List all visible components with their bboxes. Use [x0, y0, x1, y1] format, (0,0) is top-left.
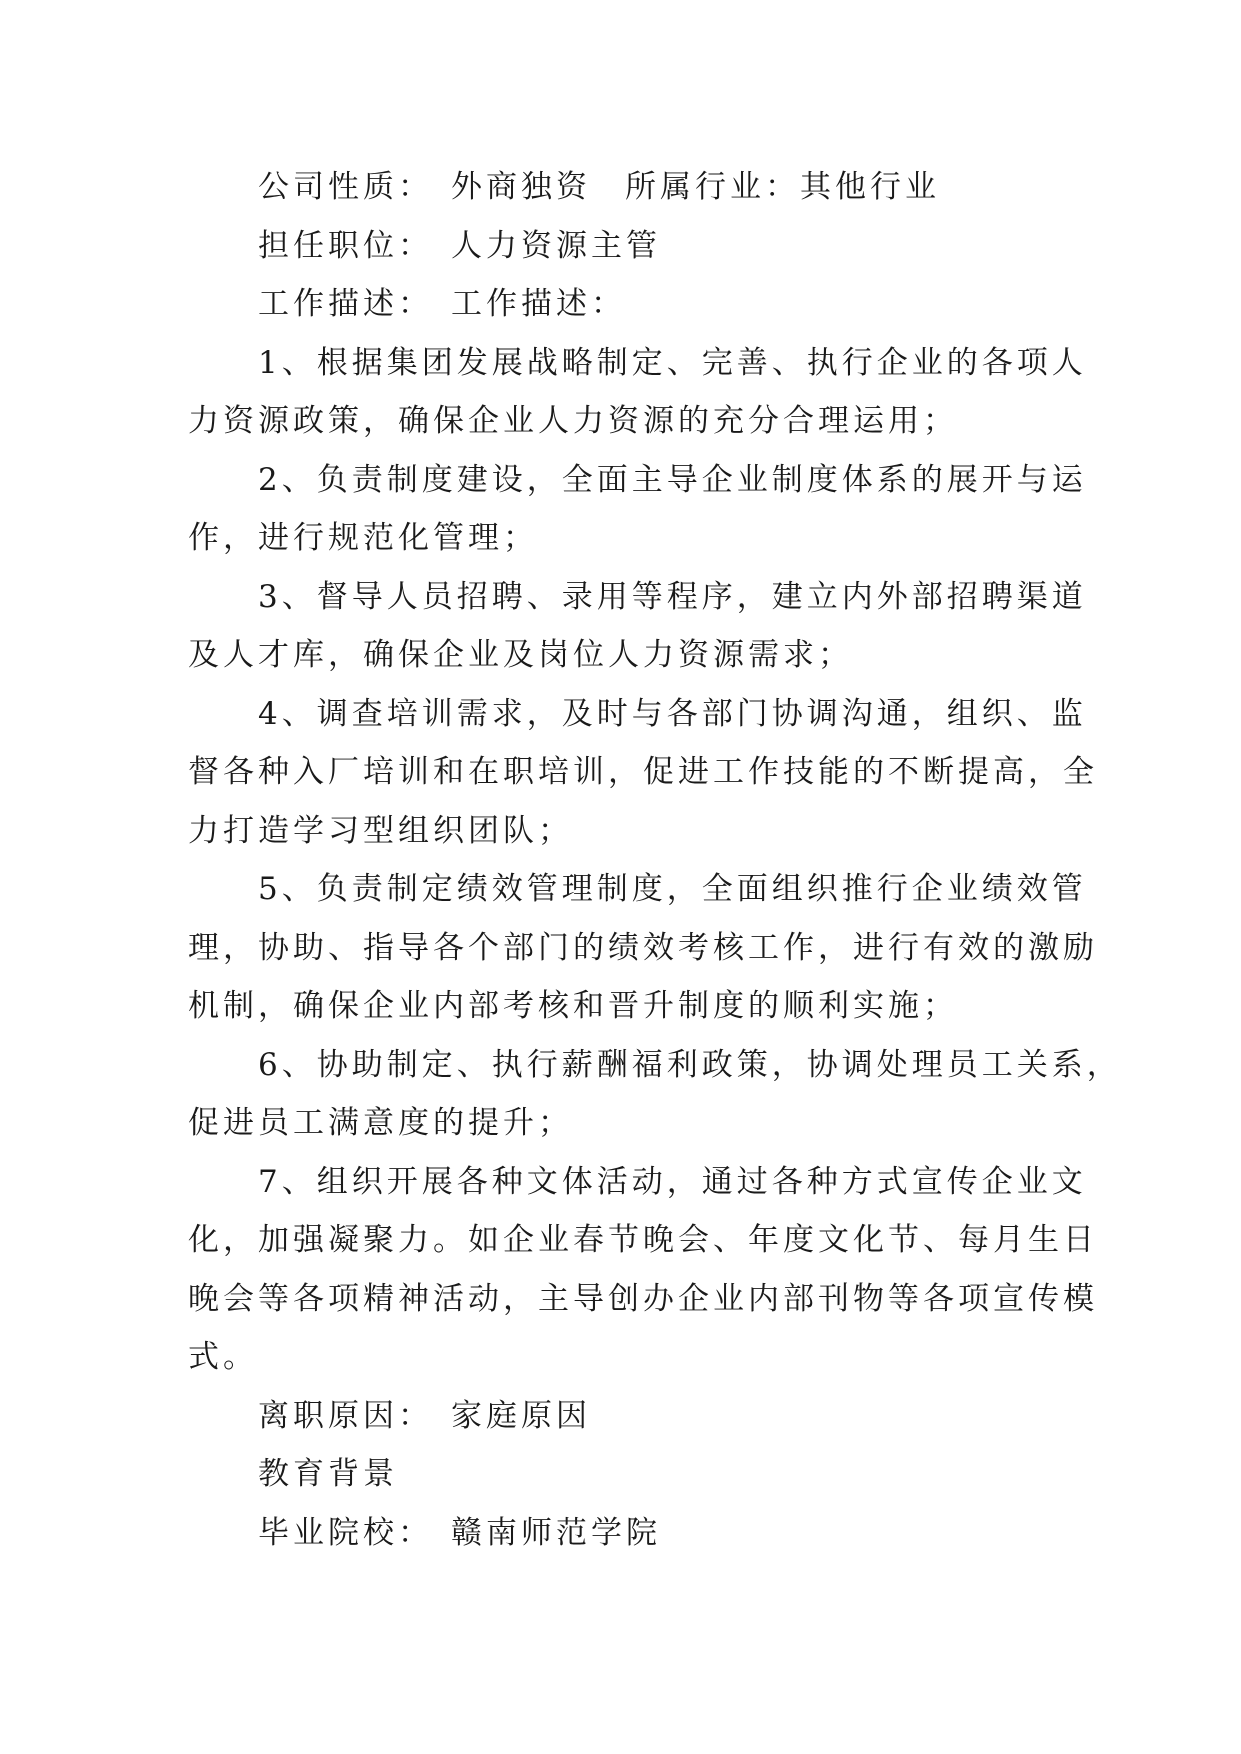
duty-line: 6、协助制定、执行薪酬福利政策，协调处理员工关系， — [258, 1046, 1122, 1083]
duty-line: 力打造学习型组织团队； — [188, 812, 573, 849]
position-line — [188, 217, 1068, 276]
duty-item-6 — [188, 1036, 1122, 1153]
duty-item-1 — [188, 334, 1087, 451]
duty-line: 督各种入厂培训和在职培训，促进工作技能的不断提高，全 — [188, 754, 1098, 790]
job-description-label: 工作描述： — [258, 286, 433, 322]
duty-line: 力资源政策，确保企业人力资源的充分合理运用； — [188, 403, 958, 439]
duty-line: 3、督导人员招聘、录用等程序，建立内外部招聘渠道 — [258, 578, 1087, 615]
position-label: 担任职位： — [258, 227, 433, 264]
duty-line: 化，加强凝聚力。如企业春节晚会、年度文化节、每月生日 — [188, 1222, 1098, 1258]
duty-line: 及人才库，确保企业及岗位人力资源需求； — [188, 637, 853, 673]
duty-item-5 — [188, 860, 1098, 1036]
industry-value: 其他行业 — [800, 169, 940, 205]
school-line — [188, 1504, 1068, 1563]
duty-line: 机制，确保企业内部考核和晋升制度的顺利实施； — [188, 988, 958, 1024]
duty-line: 1、根据集团发展战略制定、完善、执行企业的各项人 — [258, 344, 1087, 381]
duty-item-7 — [188, 1153, 1098, 1387]
company-type-label: 公司性质： — [258, 169, 433, 205]
position-value: 人力资源主管 — [451, 227, 661, 264]
company-type-value: 外商独资 — [451, 169, 591, 205]
duty-line: 4、调查培训需求，及时与各部门协调沟通，组织、监 — [258, 695, 1087, 732]
industry-label: 所属行业： — [625, 169, 800, 205]
duty-line: 5、负责制定绩效管理制度，全面组织推行企业绩效管 — [258, 871, 1087, 907]
leave-reason-label: 离职原因： — [258, 1397, 433, 1434]
school-value: 赣南师范学院 — [451, 1514, 661, 1551]
job-description-value: 工作描述： — [451, 286, 626, 322]
duty-line: 作，进行规范化管理； — [188, 520, 538, 556]
company-type-line — [188, 158, 1068, 217]
duty-item-3 — [188, 568, 1087, 685]
duty-item-4 — [188, 685, 1098, 861]
duty-item-2 — [188, 451, 1087, 568]
document-body — [188, 158, 1122, 1562]
duty-line: 2、负责制度建设，全面主导企业制度体系的展开与运 — [258, 461, 1087, 498]
leave-reason-value: 家庭原因 — [451, 1397, 591, 1434]
duty-line: 7、组织开展各种文体活动，通过各种方式宣传企业文 — [258, 1163, 1087, 1200]
education-heading: 教育背景 — [258, 1456, 398, 1492]
duty-line: 理，协助、指导各个部门的绩效考核工作，进行有效的激励 — [188, 929, 1098, 966]
job-description-line — [188, 275, 1068, 334]
leave-reason-line — [188, 1387, 1068, 1446]
school-label: 毕业院校： — [258, 1514, 433, 1551]
duty-line: 促进员工满意度的提升； — [188, 1105, 573, 1141]
duty-line: 式。 — [188, 1339, 258, 1375]
duty-line: 晚会等各项精神活动，主导创办企业内部刊物等各项宣传模 — [188, 1280, 1098, 1317]
